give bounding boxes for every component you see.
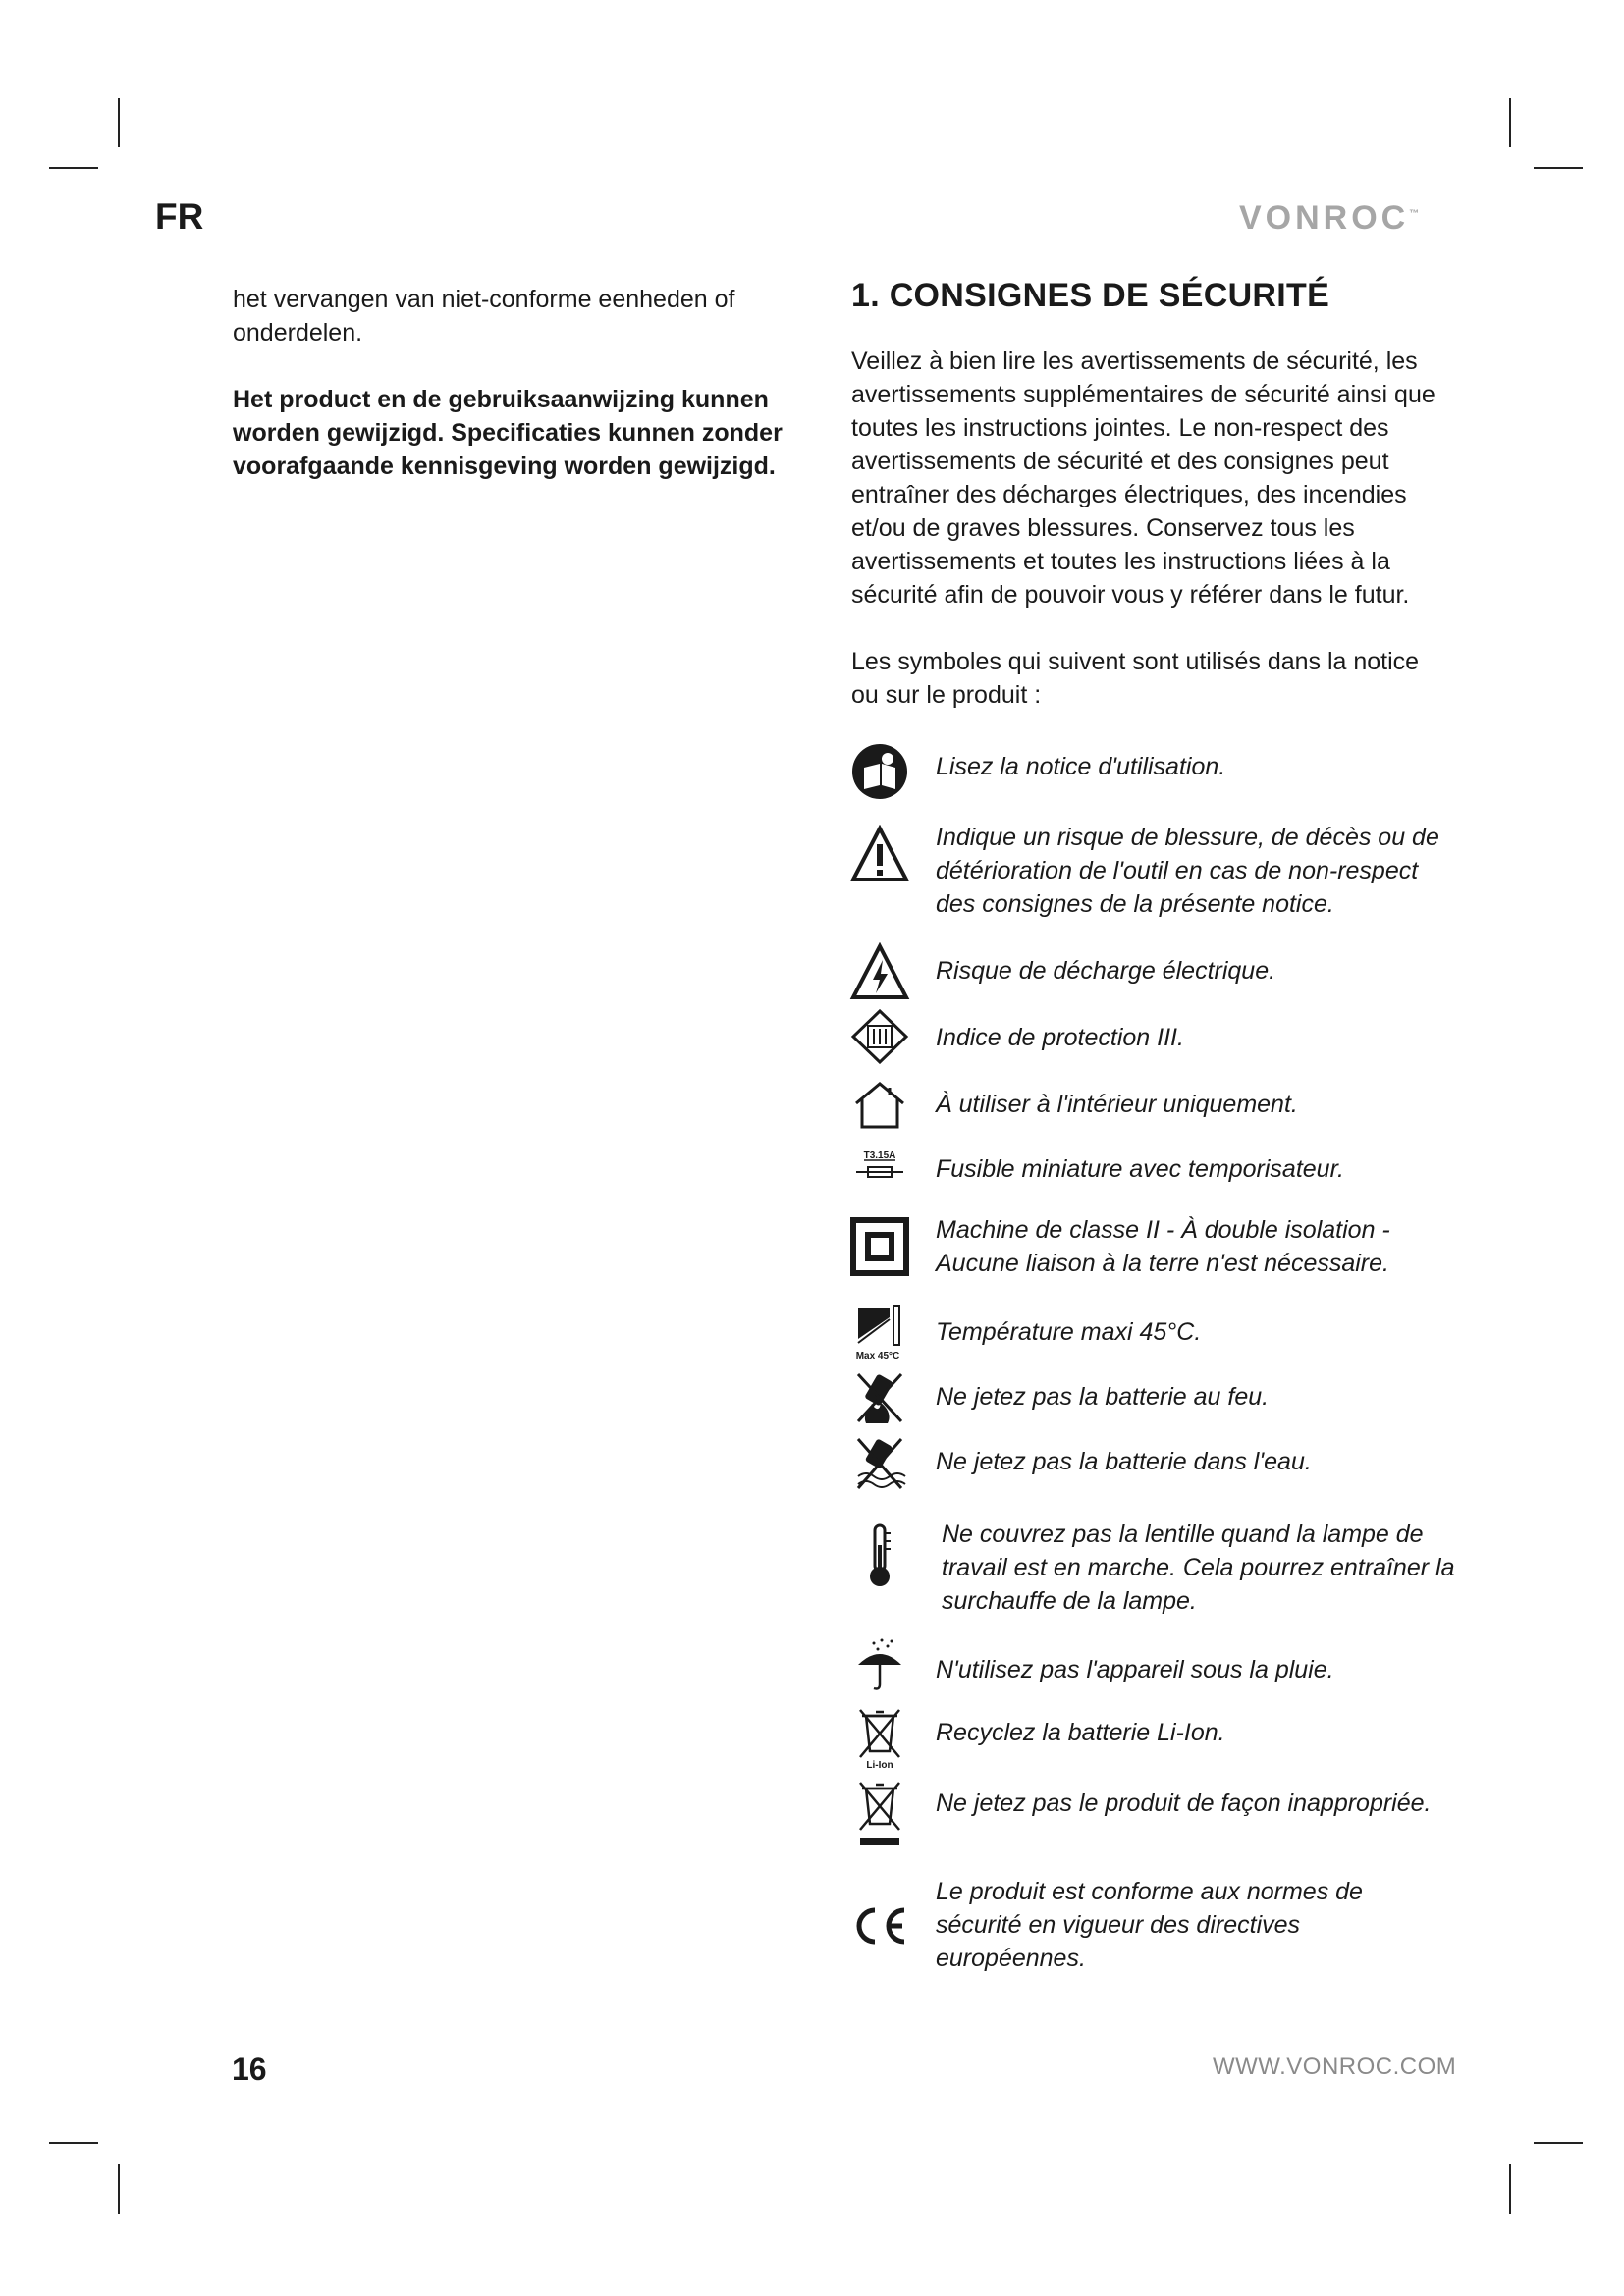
symbol-row — [849, 821, 1458, 929]
left-column — [233, 283, 792, 516]
crop-mark — [118, 98, 120, 147]
symbol-text: Machine de classe II - À double isolation - Aucune liaison à la terre n'est nécessaire. — [936, 1216, 1390, 1277]
symbol-row — [849, 1080, 1458, 1133]
symbols-intro: Les symboles qui suivent sont utilisés dans la notice ou sur le produit : — [851, 648, 1420, 709]
recycle-li-ion-icon — [849, 1706, 910, 1771]
symbol-text: À utiliser à l'intérieur uniquement. — [936, 1091, 1298, 1118]
class-ii-icon — [849, 1217, 910, 1276]
fuse-label: T3.15A — [863, 1150, 896, 1161]
symbol-row — [849, 1147, 1458, 1196]
symbol-text: Température maxi 45°C. — [936, 1318, 1202, 1346]
crop-mark — [1534, 167, 1583, 169]
symbol-row — [849, 942, 1458, 1001]
indoor-use-icon — [849, 1080, 910, 1131]
page-number: 16 — [232, 2052, 267, 2087]
no-battery-water-icon — [849, 1435, 910, 1492]
symbol-row — [849, 1875, 1458, 1983]
right-column — [851, 277, 1450, 745]
symbol-text: Le produit est conforme aux normes de sécurité en vigueur des directives européennes. — [936, 1878, 1363, 1972]
protection-class-iii-icon — [849, 1009, 910, 1064]
weee-bin-icon — [849, 1779, 910, 1849]
crop-mark — [49, 2142, 98, 2144]
no-rain-icon — [849, 1637, 910, 1694]
symbol-text: Risque de décharge électrique. — [936, 957, 1276, 985]
symbol-row — [849, 1302, 1458, 1361]
symbol-row — [849, 1370, 1458, 1429]
crop-mark — [1509, 98, 1511, 147]
read-manual-icon — [849, 742, 910, 801]
symbol-row — [849, 1009, 1458, 1064]
brand-logo: VONROC™ — [1239, 199, 1420, 237]
crop-mark — [1509, 2164, 1511, 2214]
symbol-text: Ne jetez pas la batterie au feu. — [936, 1383, 1270, 1411]
section-title: 1. CONSIGNES DE SÉCURITÉ — [851, 277, 1330, 314]
no-battery-fire-icon — [849, 1370, 910, 1427]
electric-shock-icon — [849, 942, 910, 1001]
symbol-text: Indice de protection III. — [936, 1024, 1184, 1051]
disclaimer-paragraph: Het product en de gebruiksaanwijzing kunnen worden gewijzigd. Specificaties kunnen zonder voorafgaande kennisgeving worden gewijzigd. — [233, 386, 783, 480]
li-ion-label: Li-Ion — [866, 1760, 893, 1771]
symbol-row — [849, 1435, 1458, 1494]
symbol-text: Recyclez la batterie Li-Ion. — [936, 1719, 1225, 1746]
symbol-text: Lisez la notice d'utilisation. — [936, 753, 1226, 780]
symbol-row — [849, 1518, 1458, 1626]
warning-icon — [849, 825, 910, 883]
symbol-row — [849, 1637, 1458, 1696]
symbol-row — [849, 1706, 1458, 1769]
symbol-row — [849, 742, 1458, 801]
website-link[interactable]: WWW.VONROC.COM — [1213, 2054, 1457, 2080]
symbol-text: Ne jetez pas le produit de façon inappropriée. — [936, 1789, 1432, 1817]
symbol-text: N'utilisez pas l'appareil sous la pluie. — [936, 1656, 1334, 1683]
symbol-text: Ne couvrez pas la lentille quand la lampe de travail est en marche. Cela pourrez entraîner la surchauffe de la lampe. — [942, 1521, 1455, 1615]
symbol-text: Fusible miniature avec temporisateur. — [936, 1155, 1344, 1183]
max-temp-label: Max 45°C — [855, 1351, 900, 1361]
crop-mark — [49, 167, 98, 169]
max-temperature-icon — [849, 1302, 910, 1361]
fuse-icon — [849, 1147, 910, 1188]
intro-paragraph: Veillez à bien lire les avertissements de sécurité, les avertissements supplémentaires de sécurité ainsi que toutes les instructions jointes. Le non-respect des avertissements de sécurité et des consignes peut entraîner des décharges électriques, des incendies et/ou de graves blessures. Conservez tous les avertissements et toutes les instructions liées à la sécurité afin de pouvoir vous y référer dans le futur. — [851, 347, 1435, 609]
brand-name: VONROC — [1239, 199, 1410, 237]
continued-paragraph: het vervangen van niet-conforme eenheden of onderdelen. — [233, 286, 735, 347]
crop-mark — [118, 2164, 120, 2214]
symbol-text: Indique un risque de blessure, de décès ou de détérioration de l'outil en cas de non-respect des consignes de la présente notice. — [936, 824, 1439, 918]
symbol-row — [849, 1779, 1458, 1857]
language-code: FR — [155, 196, 204, 237]
ce-mark-icon — [849, 1904, 910, 1948]
crop-mark — [1534, 2142, 1583, 2144]
thermometer-icon — [849, 1522, 910, 1590]
symbol-text: Ne jetez pas la batterie dans l'eau. — [936, 1448, 1312, 1475]
symbol-row — [849, 1213, 1458, 1292]
